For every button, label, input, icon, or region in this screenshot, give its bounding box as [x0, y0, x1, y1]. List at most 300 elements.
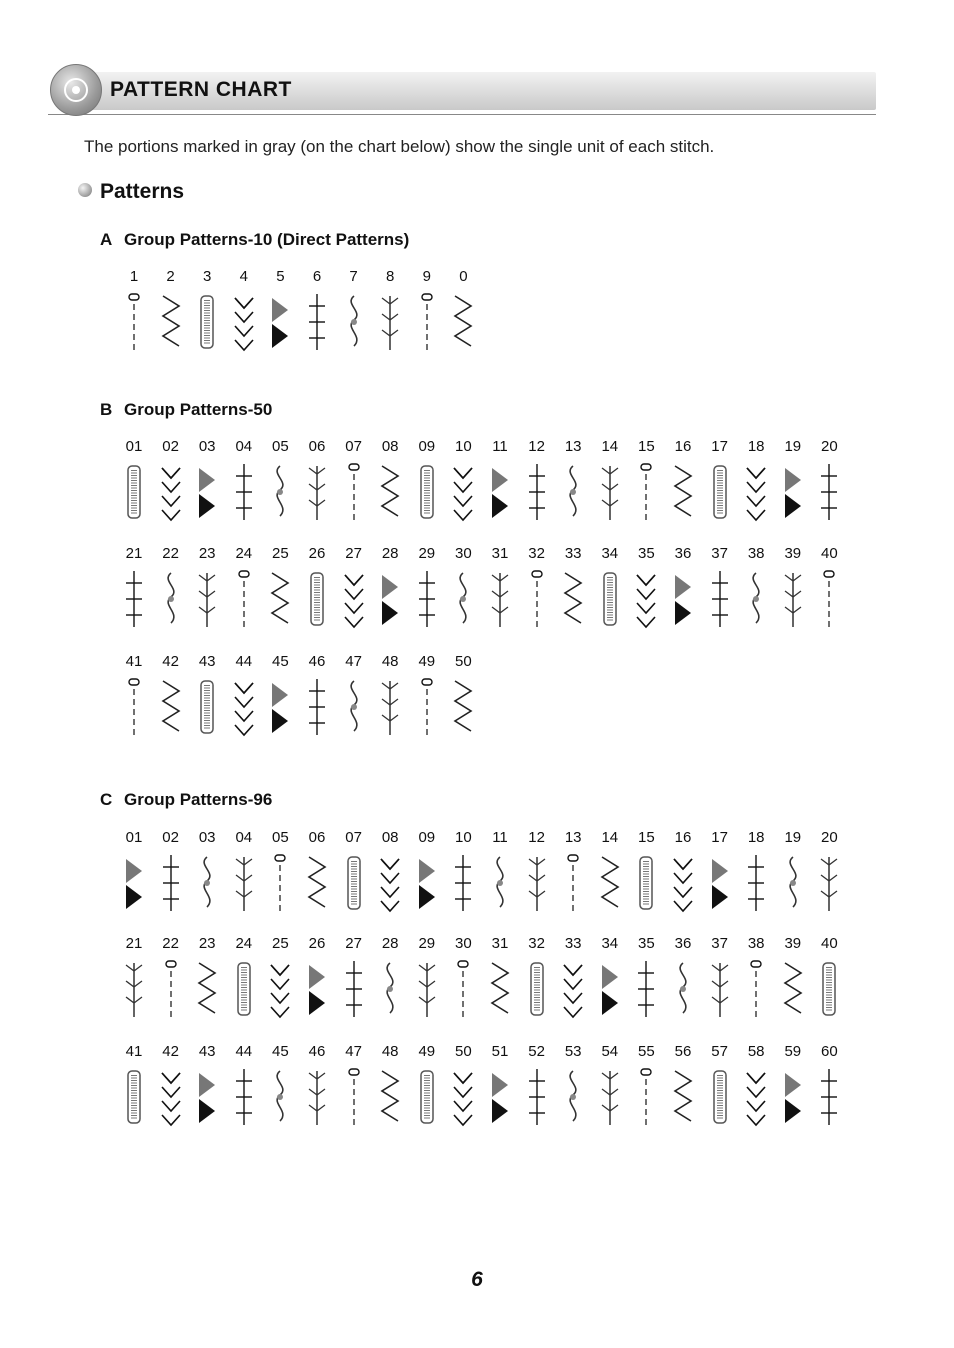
pattern-number: 42: [162, 1043, 179, 1060]
stitch-pattern-icon: [449, 569, 477, 629]
pattern-number: 06: [308, 438, 326, 455]
stitch-pattern-icon: [486, 959, 514, 1019]
stitch-pattern-icon: [742, 1067, 770, 1127]
pattern-cell: [555, 1043, 591, 1153]
pattern-number: 44: [235, 653, 253, 670]
stitch-pattern-icon: [523, 959, 551, 1019]
stitch-pattern-icon: [303, 462, 331, 522]
pattern-cell: [519, 1043, 555, 1153]
pattern-cell: [116, 653, 152, 763]
pattern-cell: [153, 1043, 189, 1153]
pattern-cell: [445, 438, 481, 548]
pattern-cell: [372, 829, 408, 939]
pattern-number: 56: [674, 1043, 692, 1060]
pattern-cell: [738, 829, 774, 939]
group-a-label: Group Patterns-10 (Direct Patterns): [124, 230, 410, 249]
pattern-cell: [336, 1043, 372, 1153]
stitch-pattern-icon: [340, 462, 368, 522]
pattern-cell: [665, 935, 701, 1045]
stitch-pattern-icon: [157, 853, 185, 913]
pattern-number: 26: [308, 935, 326, 952]
pattern-number: 33: [564, 545, 582, 562]
pattern-number: 15: [638, 438, 655, 455]
stitch-pattern-icon: [413, 853, 441, 913]
pattern-cell: [372, 1043, 408, 1153]
pattern-cell: [445, 268, 481, 378]
patterns-subheading-label: Patterns: [100, 180, 185, 203]
pattern-number: 02: [162, 829, 179, 846]
pattern-cell: [702, 438, 738, 548]
pattern-number: 14: [601, 829, 619, 846]
stitch-pattern-icon: [486, 1067, 514, 1127]
pattern-number: 32: [528, 935, 545, 952]
stitch-pattern-icon: [596, 1067, 624, 1127]
pattern-cell: [153, 438, 189, 548]
pattern-cell: [482, 438, 518, 548]
pattern-number: 12: [528, 438, 545, 455]
pattern-number: 22: [162, 935, 179, 952]
stitch-pattern-icon: [120, 853, 148, 913]
pattern-number: 0: [459, 268, 468, 285]
pattern-number: 50: [455, 1043, 472, 1060]
stitch-pattern-icon: [230, 569, 258, 629]
pattern-number: 10: [455, 438, 472, 455]
pattern-cell: [628, 829, 664, 939]
pattern-number: 07: [345, 829, 362, 846]
pattern-number: 14: [601, 438, 619, 455]
pattern-cell: [372, 438, 408, 548]
pattern-cell: [226, 829, 262, 939]
pattern-cell: [262, 829, 298, 939]
pattern-number: 39: [784, 545, 802, 562]
pattern-number: 09: [418, 438, 436, 455]
stitch-pattern-icon: [157, 1067, 185, 1127]
pattern-number: 11: [492, 829, 508, 846]
stitch-pattern-icon: [523, 853, 551, 913]
stitch-pattern-icon: [157, 462, 185, 522]
stitch-pattern-icon: [523, 569, 551, 629]
pattern-cell: [409, 1043, 445, 1153]
pattern-number: 18: [747, 438, 765, 455]
pattern-number: 40: [821, 545, 838, 562]
stitch-pattern-icon: [266, 853, 294, 913]
pattern-cell: [702, 829, 738, 939]
pattern-number: 16: [674, 438, 692, 455]
pattern-number: 05: [272, 438, 289, 455]
stitch-pattern-icon: [413, 292, 441, 352]
pattern-cell: [592, 829, 628, 939]
patterns-subheading: [78, 180, 184, 204]
pattern-number: 04: [235, 829, 253, 846]
stitch-pattern-icon: [266, 292, 294, 352]
stitch-pattern-icon: [376, 462, 404, 522]
pattern-cell: [336, 829, 372, 939]
pattern-number: 4: [239, 268, 248, 285]
group-c-title: [100, 790, 272, 810]
pattern-cell: [738, 935, 774, 1045]
stitch-pattern-icon: [413, 677, 441, 737]
pattern-number: 30: [455, 545, 472, 562]
pattern-number: 08: [381, 829, 399, 846]
stitch-pattern-icon: [486, 853, 514, 913]
stitch-pattern-icon: [486, 569, 514, 629]
stitch-pattern-icon: [742, 569, 770, 629]
stitch-pattern-icon: [340, 569, 368, 629]
group-c-letter: C: [100, 790, 113, 809]
stitch-pattern-icon: [340, 292, 368, 352]
stitch-pattern-icon: [193, 853, 221, 913]
stitch-pattern-icon: [779, 853, 807, 913]
pattern-cell: [189, 1043, 225, 1153]
pattern-number: 1: [129, 268, 139, 285]
pattern-number: 49: [418, 1043, 436, 1060]
pattern-number: 8: [386, 268, 395, 285]
stitch-pattern-icon: [669, 462, 697, 522]
stitch-pattern-icon: [376, 1067, 404, 1127]
pattern-number: 02: [162, 438, 179, 455]
pattern-cell: [628, 935, 664, 1045]
pattern-cell: [226, 935, 262, 1045]
pattern-cell: [262, 438, 298, 548]
stitch-pattern-icon: [413, 462, 441, 522]
stitch-pattern-icon: [266, 462, 294, 522]
pattern-number: 58: [747, 1043, 765, 1060]
stitch-pattern-icon: [706, 959, 734, 1019]
pattern-cell: [702, 545, 738, 655]
pattern-number: 50: [455, 653, 472, 670]
pattern-number: 44: [235, 1043, 253, 1060]
stitch-pattern-icon: [596, 462, 624, 522]
stitch-pattern-icon: [486, 462, 514, 522]
pattern-cell: [665, 438, 701, 548]
pattern-number: 53: [564, 1043, 582, 1060]
pattern-number: 9: [422, 268, 431, 285]
group-a-letter: A: [100, 230, 113, 249]
pattern-number: 29: [418, 545, 436, 562]
pattern-cell: [702, 935, 738, 1045]
stitch-pattern-icon: [559, 462, 587, 522]
stitch-pattern-icon: [632, 569, 660, 629]
pattern-cell: [628, 1043, 664, 1153]
stitch-pattern-icon: [706, 462, 734, 522]
group-b-title: [100, 400, 272, 420]
pattern-cell: [628, 438, 664, 548]
pattern-number: 38: [747, 545, 765, 562]
stitch-pattern-icon: [449, 959, 477, 1019]
pattern-number: 23: [198, 545, 216, 562]
pattern-cell: [738, 1043, 774, 1153]
pattern-number: 28: [381, 545, 399, 562]
stitch-pattern-icon: [120, 677, 148, 737]
pattern-cell: [262, 935, 298, 1045]
stitch-pattern-icon: [340, 1067, 368, 1127]
pattern-number: 47: [345, 653, 362, 670]
pattern-number: 26: [308, 545, 326, 562]
pattern-number: 3: [203, 268, 212, 285]
pattern-cell: [775, 1043, 811, 1153]
stitch-pattern-icon: [706, 1067, 734, 1127]
pattern-cell: [775, 545, 811, 655]
stitch-pattern-icon: [449, 677, 477, 737]
stitch-pattern-icon: [157, 959, 185, 1019]
pattern-number: 29: [418, 935, 436, 952]
pattern-number: 21: [125, 935, 143, 952]
pattern-cell: [409, 438, 445, 548]
pattern-cell: [189, 438, 225, 548]
stitch-pattern-icon: [815, 853, 843, 913]
pattern-cell: [299, 1043, 335, 1153]
pattern-cell: [482, 935, 518, 1045]
stitch-pattern-icon: [230, 292, 258, 352]
pattern-cell: [775, 935, 811, 1045]
pattern-number: 05: [272, 829, 289, 846]
pattern-cell: [189, 545, 225, 655]
pattern-number: 17: [711, 438, 728, 455]
pattern-cell: [262, 653, 298, 763]
stitch-pattern-icon: [157, 292, 185, 352]
stitch-pattern-icon: [193, 292, 221, 352]
pattern-number: 16: [674, 829, 692, 846]
stitch-pattern-icon: [669, 959, 697, 1019]
pattern-number: 6: [312, 268, 322, 285]
pattern-number: 18: [747, 829, 765, 846]
pattern-cell: [665, 545, 701, 655]
pattern-cell: [262, 545, 298, 655]
stitch-pattern-icon: [303, 853, 331, 913]
pattern-cell: [299, 545, 335, 655]
stitch-pattern-icon: [449, 853, 477, 913]
pattern-number: 35: [638, 545, 655, 562]
stitch-pattern-icon: [303, 677, 331, 737]
pattern-number: 2: [166, 268, 175, 285]
pattern-number: 27: [345, 935, 362, 952]
stitch-pattern-icon: [120, 569, 148, 629]
pattern-number: 43: [198, 1043, 216, 1060]
pattern-number: 49: [418, 653, 436, 670]
pattern-number: 23: [198, 935, 216, 952]
stitch-pattern-icon: [779, 462, 807, 522]
pattern-cell: [299, 438, 335, 548]
pattern-cell: [189, 268, 225, 378]
pattern-cell: [226, 438, 262, 548]
pattern-number: 46: [308, 653, 326, 670]
stitch-pattern-icon: [230, 853, 258, 913]
pattern-cell: [226, 268, 262, 378]
stitch-pattern-icon: [669, 853, 697, 913]
stitch-pattern-icon: [815, 462, 843, 522]
stitch-pattern-icon: [303, 569, 331, 629]
pattern-number: 41: [125, 653, 143, 670]
pattern-number: 48: [381, 653, 399, 670]
pattern-number: 12: [528, 829, 545, 846]
section-header: [48, 62, 876, 120]
pattern-number: 22: [162, 545, 179, 562]
pattern-number: 19: [784, 438, 802, 455]
stitch-pattern-icon: [193, 569, 221, 629]
pattern-cell: [116, 438, 152, 548]
stitch-pattern-icon: [376, 569, 404, 629]
stitch-pattern-icon: [559, 853, 587, 913]
stitch-pattern-icon: [632, 959, 660, 1019]
stitch-pattern-icon: [779, 1067, 807, 1127]
pattern-number: 17: [711, 829, 728, 846]
pattern-number: 60: [821, 1043, 838, 1060]
pattern-cell: [482, 829, 518, 939]
pattern-cell: [189, 653, 225, 763]
pattern-cell: [299, 829, 335, 939]
pattern-cell: [445, 935, 481, 1045]
stitch-pattern-icon: [266, 959, 294, 1019]
pattern-number: 36: [674, 935, 692, 952]
pattern-number: 31: [491, 545, 509, 562]
pattern-cell: [482, 1043, 518, 1153]
pattern-cell: [372, 653, 408, 763]
pattern-cell: [336, 268, 372, 378]
pattern-number: 41: [125, 1043, 143, 1060]
pattern-cell: [226, 545, 262, 655]
pattern-cell: [592, 935, 628, 1045]
stitch-pattern-icon: [632, 462, 660, 522]
pattern-number: 13: [564, 829, 582, 846]
pattern-number: 40: [821, 935, 838, 952]
pattern-cell: [445, 545, 481, 655]
stitch-pattern-icon: [266, 677, 294, 737]
stitch-pattern-icon: [596, 853, 624, 913]
pattern-number: 01: [125, 829, 143, 846]
pattern-cell: [299, 268, 335, 378]
stitch-pattern-icon: [157, 569, 185, 629]
pattern-number: 25: [272, 935, 289, 952]
stitch-pattern-icon: [376, 292, 404, 352]
pattern-cell: [811, 438, 847, 548]
section-disc-icon: [50, 64, 102, 116]
pattern-number: 45: [272, 653, 289, 670]
stitch-pattern-icon: [303, 959, 331, 1019]
pattern-number: 07: [345, 438, 362, 455]
stitch-pattern-icon: [815, 569, 843, 629]
pattern-number: 57: [711, 1043, 728, 1060]
stitch-pattern-icon: [193, 462, 221, 522]
pattern-number: 37: [711, 935, 728, 952]
pattern-cell: [592, 438, 628, 548]
stitch-pattern-icon: [632, 1067, 660, 1127]
pattern-cell: [372, 268, 408, 378]
stitch-pattern-icon: [413, 1067, 441, 1127]
stitch-pattern-icon: [742, 462, 770, 522]
stitch-pattern-icon: [230, 959, 258, 1019]
pattern-cell: [811, 545, 847, 655]
stitch-pattern-icon: [120, 462, 148, 522]
pattern-number: 10: [455, 829, 472, 846]
pattern-number: 28: [381, 935, 399, 952]
stitch-pattern-icon: [413, 569, 441, 629]
pattern-number: 08: [381, 438, 399, 455]
stitch-pattern-icon: [669, 1067, 697, 1127]
pattern-number: 52: [528, 1043, 545, 1060]
stitch-pattern-icon: [120, 292, 148, 352]
page-title: PATTERN CHART: [110, 78, 292, 101]
pattern-number: 34: [601, 545, 619, 562]
stitch-pattern-icon: [632, 853, 660, 913]
stitch-pattern-icon: [266, 1067, 294, 1127]
stitch-pattern-icon: [193, 959, 221, 1019]
pattern-cell: [628, 545, 664, 655]
stitch-pattern-icon: [266, 569, 294, 629]
pattern-number: 7: [349, 268, 358, 285]
stitch-pattern-icon: [193, 1067, 221, 1127]
group-c-label: Group Patterns-96: [124, 790, 273, 809]
header-rule: [48, 114, 876, 115]
pattern-cell: [116, 829, 152, 939]
group-b-label: Group Patterns-50: [124, 400, 273, 419]
stitch-pattern-icon: [559, 959, 587, 1019]
pattern-number: 15: [638, 829, 655, 846]
pattern-cell: [519, 829, 555, 939]
stitch-pattern-icon: [340, 959, 368, 1019]
page-number: 6: [471, 1268, 483, 1291]
pattern-number: 19: [784, 829, 802, 846]
pattern-number: 48: [381, 1043, 399, 1060]
pattern-number: 24: [235, 545, 253, 562]
pattern-number: 38: [747, 935, 765, 952]
pattern-number: 42: [162, 653, 179, 670]
stitch-pattern-icon: [449, 292, 477, 352]
pattern-number: 31: [491, 935, 509, 952]
pattern-number: 24: [235, 935, 253, 952]
pattern-cell: [116, 1043, 152, 1153]
pattern-cell: [116, 545, 152, 655]
pattern-cell: [811, 829, 847, 939]
pattern-number: 06: [308, 829, 326, 846]
pattern-cell: [372, 935, 408, 1045]
pattern-number: 25: [272, 545, 289, 562]
pattern-number: 39: [784, 935, 802, 952]
pattern-number: 11: [492, 438, 508, 455]
pattern-number: 54: [601, 1043, 619, 1060]
pattern-number: 47: [345, 1043, 362, 1060]
pattern-cell: [189, 935, 225, 1045]
pattern-cell: [153, 653, 189, 763]
pattern-cell: [153, 545, 189, 655]
pattern-cell: [555, 829, 591, 939]
pattern-number: 33: [564, 935, 582, 952]
pattern-cell: [519, 935, 555, 1045]
stitch-pattern-icon: [230, 677, 258, 737]
stitch-pattern-icon: [779, 569, 807, 629]
pattern-cell: [336, 545, 372, 655]
pattern-cell: [665, 829, 701, 939]
stitch-pattern-icon: [303, 1067, 331, 1127]
pattern-number: 03: [198, 829, 216, 846]
stitch-pattern-icon: [230, 1067, 258, 1127]
pattern-cell: [116, 935, 152, 1045]
stitch-pattern-icon: [340, 853, 368, 913]
stitch-pattern-icon: [523, 462, 551, 522]
stitch-pattern-icon: [120, 1067, 148, 1127]
pattern-cell: [409, 545, 445, 655]
pattern-cell: [153, 829, 189, 939]
pattern-number: 04: [235, 438, 253, 455]
stitch-pattern-icon: [449, 462, 477, 522]
pattern-cell: [519, 545, 555, 655]
stitch-pattern-icon: [157, 677, 185, 737]
pattern-cell: [592, 1043, 628, 1153]
pattern-cell: [775, 829, 811, 939]
pattern-cell: [738, 545, 774, 655]
stitch-pattern-icon: [742, 853, 770, 913]
pattern-cell: [116, 268, 152, 378]
pattern-cell: [226, 653, 262, 763]
